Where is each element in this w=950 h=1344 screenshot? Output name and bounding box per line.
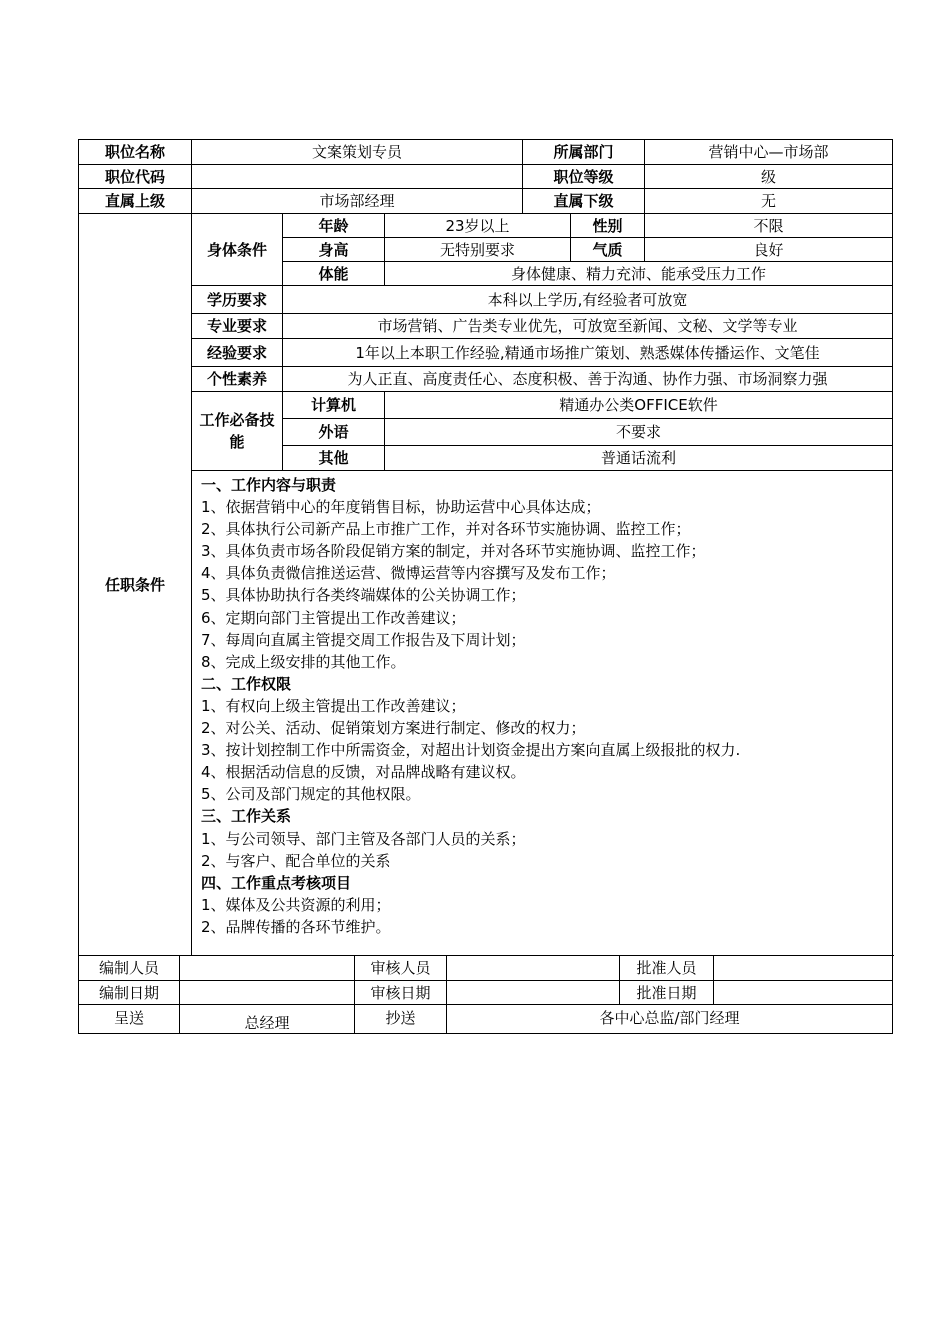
list-item: 5、具体协助执行各类终端媒体的公关协调工作； xyxy=(201,586,526,605)
personality-value: 为人正直、高度责任心、态度积极、善于沟通、协作力强、市场洞察力强 xyxy=(283,367,893,392)
temperament-label: 气质 xyxy=(571,238,645,262)
list-item: 1、有权向上级主管提出工作改善建议； xyxy=(201,696,466,715)
reviewed-date-label: 审核日期 xyxy=(355,981,447,1005)
row-major xyxy=(79,314,893,339)
row-duties xyxy=(79,471,893,956)
reviewed-by-field[interactable] xyxy=(447,956,620,981)
reviewed-date-field[interactable] xyxy=(447,981,620,1005)
list-item: 7、每周向直属主管提交周工作报告及下周计划； xyxy=(201,630,526,649)
qualifications-label: 任职条件 xyxy=(79,214,192,956)
major-value: 市场营销、广告类专业优先，可放宽至新闻、文秘、文学等专业 xyxy=(283,314,893,339)
list-item: 1、与公司领导、部门主管及各部门人员的关系； xyxy=(201,829,526,848)
gender-label: 性别 xyxy=(571,214,645,238)
list-item: 5、公司及部门规定的其他权限。 xyxy=(201,785,421,804)
subordinate-label: 直属下级 xyxy=(523,189,645,214)
department-value: 营销中心—市场部 xyxy=(645,140,893,165)
row-personnel xyxy=(79,956,893,981)
skills-label: 工作必备技能 xyxy=(192,392,283,471)
row-position-name xyxy=(79,140,893,165)
computer-label: 计算机 xyxy=(283,392,385,419)
approved-by-label: 批准人员 xyxy=(620,956,714,981)
prepared-by-field[interactable] xyxy=(180,956,355,981)
list-item: 3、具体负责市场各阶段促销方案的制定，并对各环节实施协调、监控工作； xyxy=(201,542,706,561)
language-value: 不要求 xyxy=(385,419,893,446)
list-item: 6、定期向部门主管提出工作改善建议； xyxy=(201,608,466,627)
age-label: 年龄 xyxy=(283,214,385,238)
department-label: 所属部门 xyxy=(523,140,645,165)
stamina-label: 体能 xyxy=(283,262,385,286)
list-item: 4、根据活动信息的反馈，对品牌战略有建议权。 xyxy=(201,763,526,782)
section-heading: 三、工作关系 xyxy=(201,807,292,826)
gender-value: 不限 xyxy=(645,214,893,238)
section-heading: 四、工作重点考核项目 xyxy=(201,873,352,892)
signoff-table xyxy=(78,955,893,1034)
position-name-label: 职位名称 xyxy=(79,140,192,165)
other-label: 其他 xyxy=(283,446,385,471)
list-item: 8、完成上级安排的其他工作。 xyxy=(201,652,406,671)
list-item: 1、媒体及公共资源的利用； xyxy=(201,895,391,914)
row-distribution xyxy=(79,1005,893,1034)
job-description-table xyxy=(78,139,893,956)
prepared-by-label: 编制人员 xyxy=(79,956,180,981)
list-item: 4、具体负责微信推送运营、微博运营等内容撰写及发布工作； xyxy=(201,564,616,583)
list-item: 2、对公关、活动、促销策划方案进行制定、修改的权力； xyxy=(201,719,586,738)
approved-date-field[interactable] xyxy=(714,981,893,1005)
supervisor-value: 市场部经理 xyxy=(192,189,523,214)
row-age xyxy=(79,214,893,238)
row-dates xyxy=(79,981,893,1005)
row-computer xyxy=(79,392,893,419)
submit-to-value: 总经理 xyxy=(180,1005,355,1034)
cc-value: 各中心总监/部门经理 xyxy=(447,1005,893,1034)
physical-label: 身体条件 xyxy=(192,214,283,286)
row-experience xyxy=(79,339,893,367)
reviewed-by-label: 审核人员 xyxy=(355,956,447,981)
position-level-value: 级 xyxy=(645,165,893,189)
section-heading: 二、工作权限 xyxy=(201,674,292,693)
section-heading: 一、工作内容与职责 xyxy=(201,476,337,494)
duties-cell xyxy=(192,471,893,956)
experience-label: 经验要求 xyxy=(192,339,283,367)
position-level-label: 职位等级 xyxy=(523,165,645,189)
approved-by-field[interactable] xyxy=(714,956,893,981)
list-item: 1、依据营销中心的年度销售目标，协助运营中心具体达成； xyxy=(201,498,601,517)
major-label: 专业要求 xyxy=(192,314,283,339)
approved-date-label: 批准日期 xyxy=(620,981,714,1005)
list-item: 2、具体执行公司新产品上市推广工作，并对各环节实施协调、监控工作； xyxy=(201,520,691,539)
row-personality xyxy=(79,367,893,392)
language-label: 外语 xyxy=(283,419,385,446)
row-education xyxy=(79,286,893,314)
row-position-code xyxy=(79,165,893,189)
list-item: 3、按计划控制工作中所需资金，对超出计划资金提出方案向直属上级报批的权力. xyxy=(201,741,741,760)
stamina-value: 身体健康、精力充沛、能承受压力工作 xyxy=(385,262,893,286)
list-item: 2、品牌传播的各环节维护。 xyxy=(201,917,391,936)
other-value: 普通话流利 xyxy=(385,446,893,471)
cc-label: 抄送 xyxy=(355,1005,447,1034)
list-item: 2、与客户、配合单位的关系 xyxy=(201,851,391,870)
experience-value: 1年以上本职工作经验,精通市场推广策划、熟悉媒体传播运作、文笔佳 xyxy=(283,339,893,367)
subordinate-value: 无 xyxy=(645,189,893,214)
position-code-value xyxy=(192,165,523,189)
row-supervisor xyxy=(79,189,893,214)
supervisor-label: 直属上级 xyxy=(79,189,192,214)
position-code-label: 职位代码 xyxy=(79,165,192,189)
age-value: 23岁以上 xyxy=(385,214,571,238)
position-name-value: 文案策划专员 xyxy=(192,140,523,165)
education-value: 本科以上学历,有经验者可放宽 xyxy=(283,286,893,314)
height-value: 无特别要求 xyxy=(385,238,571,262)
prepared-date-field[interactable] xyxy=(180,981,355,1005)
personality-label: 个性素养 xyxy=(192,367,283,392)
prepared-date-label: 编制日期 xyxy=(79,981,180,1005)
submit-to-label: 呈送 xyxy=(79,1005,180,1034)
computer-value: 精通办公类OFFICE软件 xyxy=(385,392,893,419)
height-label: 身高 xyxy=(283,238,385,262)
education-label: 学历要求 xyxy=(192,286,283,314)
temperament-value: 良好 xyxy=(645,238,893,262)
